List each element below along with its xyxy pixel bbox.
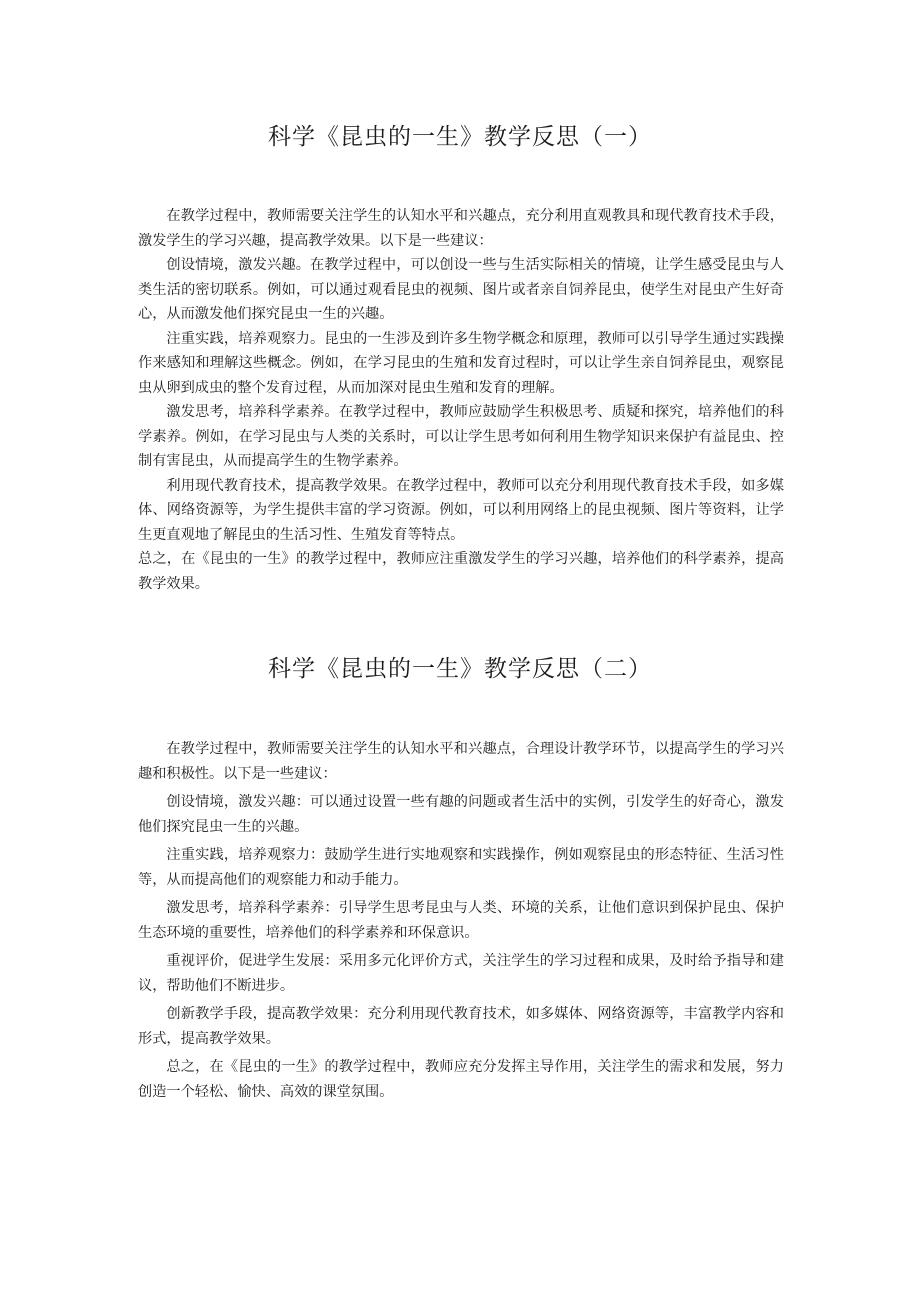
section-2-body: [138, 737, 784, 1108]
section-1-title: 科学《昆虫的一生》教学反思（一）: [268, 124, 652, 150]
section-1-conclusion: 总之，在《昆虫的一生》的教学过程中，教师应注重激发学生的学习兴趣，培养他们的科学素养，提高教学效果。: [138, 551, 784, 592]
section-2-paragraph: 激发思考，培养科学素养：引导学生思考昆虫与人类、环境的关系，让他们意识到保护昆虫、保护生态环境的重要性，培养他们的科学素养和环保意识。: [138, 900, 784, 941]
section-2-title: 科学《昆虫的一生》教学反思（二）: [268, 656, 652, 682]
section-2-conclusion: 总之，在《昆虫的一生》的教学过程中，教师应充分发挥主导作用，关注学生的需求和发展，努力创造一个轻松、愉快、高效的课堂氛围。: [138, 1059, 784, 1100]
section-1-paragraph: 创设情境，激发兴趣。在教学过程中，可以创设一些与生活实际相关的情境，让学生感受昆虫与人类生活的密切联系。例如，可以通过观看昆虫的视频、图片或者亲自饲养昆虫，使学生对昆虫产生好奇心，从而激发他们探究昆虫一生的兴趣。: [138, 257, 784, 322]
section-1-paragraph: 利用现代教育技术，提高教学效果。在教学过程中，教师可以充分利用现代教育技术手段，如多媒体、网络资源等，为学生提供丰富的学习资源。例如，可以利用网络上的昆虫视频、图片等资料，让学生更直观地了解昆虫的生活习性、生殖发育等特点。: [138, 477, 784, 543]
section-2-paragraph: 注重实践，培养观察力：鼓励学生进行实地观察和实践操作，例如观察昆虫的形态特征、生活习性等，从而提高他们的观察能力和动手能力。: [138, 847, 784, 888]
section-2-paragraph: 创新教学手段，提高教学效果：充分利用现代教育技术，如多媒体、网络资源等，丰富教学内容和形式，提高教学效果。: [138, 1006, 784, 1047]
section-1-paragraph: 激发思考，培养科学素养。在教学过程中，教师应鼓励学生积极思考、质疑和探究，培养他们的科学素养。例如，在学习昆虫与人类的关系时，可以让学生思考如何利用生物学知识来保护有益昆虫、控制有害昆虫，从而提高学生的生物学素养。: [138, 404, 784, 469]
section-2-paragraph: 重视评价，促进学生发展：采用多元化评价方式，关注学生的学习过程和成果，及时给予指导和建议，帮助他们不断进步。: [138, 953, 784, 994]
section-1-paragraph: 在教学过程中，教师需要关注学生的认知水平和兴趣点，充分利用直观教具和现代教育技术手段，激发学生的学习兴趣，提高教学效果。以下是一些建议：: [138, 208, 784, 249]
section-2-paragraph: 在教学过程中，教师需要关注学生的认知水平和兴趣点，合理设计教学环节，以提高学生的学习兴趣和积极性。以下是一些建议：: [138, 741, 784, 782]
section-1-body: [138, 204, 784, 596]
section-1-paragraph: 注重实践，培养观察力。昆虫的一生涉及到许多生物学概念和原理，教师可以引导学生通过实践操作来感知和理解这些概念。例如，在学习昆虫的生殖和发育过程时，可以让学生亲自饲养昆虫，观察昆虫从卵到成虫的整个发育过程，从而加深对昆虫生殖和发育的理解。: [138, 330, 784, 396]
section-2-paragraph: 创设情境，激发兴趣：可以通过设置一些有趣的问题或者生活中的实例，引发学生的好奇心，激发他们探究昆虫一生的兴趣。: [138, 794, 784, 835]
